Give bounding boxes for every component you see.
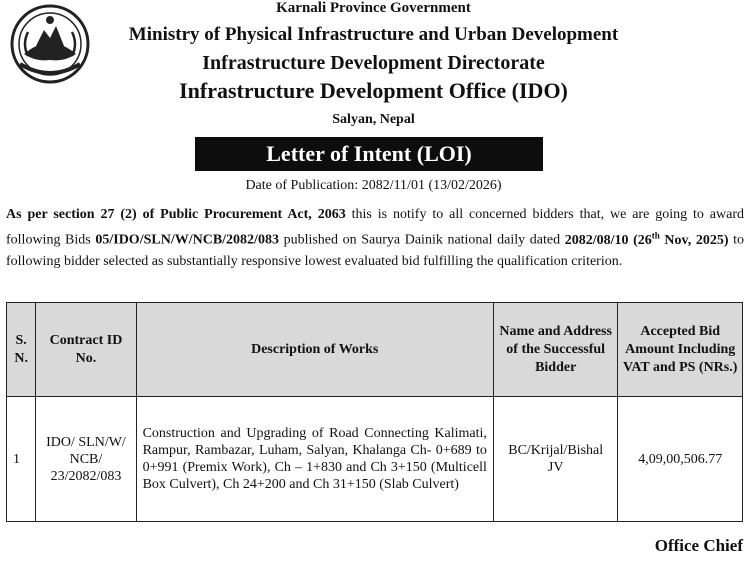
row-description: Construction and Upgrading of Road Connecting Kalimati, Rampur, Rambazar, Luham, Salyan, Khalanga Ch- 0+689 to 0+991 (Premix Work), Ch – 1+830 and Ch 3+150 (Multicell Box Culvert), Ch 24+200 and Ch 31+150 (Slab Culvert) <box>136 397 493 522</box>
notice-title: Letter of Intent (LOI) <box>195 137 543 171</box>
office-name: Infrastructure Development Office (IDO) <box>179 78 568 103</box>
row-sn: 1 <box>7 397 36 522</box>
row-contract-id: IDO/ SLN/W/ NCB/ 23/2082/083 <box>36 397 136 522</box>
header-sn: S. N. <box>7 303 36 397</box>
published-date <box>564 230 729 248</box>
paragraph-text-3: to following bidder selected as substantially responsive lowest evaluated bid fulfilling the qualification criterion. <box>6 232 745 269</box>
published-date-superscript: th <box>651 230 660 240</box>
paragraph-text-1: this is notify to all concerned bidders that, we are going to award following Bids <box>6 207 744 248</box>
published-date-part-2: Nov, 2025) <box>659 232 729 248</box>
office-location: Salyan, Nepal <box>332 112 415 127</box>
bid-reference: 05/IDO/SLN/W/NCB/2082/083 <box>95 232 279 248</box>
table-header-row <box>7 303 743 397</box>
government-name: Karnali Province Government <box>276 0 471 16</box>
published-date-part-1: 2082/08/10 (26 <box>564 232 652 248</box>
table-row <box>7 397 743 522</box>
ministry-name: Ministry of Physical Infrastructure and Urban Development <box>128 24 619 45</box>
notice-paragraph <box>6 204 744 272</box>
row-amount: 4,09,00,506.77 <box>618 397 743 522</box>
header-bidder: Name and Address of the Successful Bidder <box>493 303 618 397</box>
signoff: Office Chief <box>654 536 743 555</box>
act-reference: As per section 27 (2) of Public Procurement Act, 2063 <box>6 207 346 222</box>
publication-date: Date of Publication: 2082/11/01 (13/02/2026) <box>245 178 502 193</box>
header-description: Description of Works <box>136 303 493 397</box>
paragraph-text-2: published on Saurya Dainik national daily dated <box>278 232 565 248</box>
header-contract-id: Contract ID No. <box>36 303 136 397</box>
bid-table <box>6 302 743 522</box>
header-amount: Accepted Bid Amount Including VAT and PS (NRs.) <box>618 303 743 397</box>
row-bidder: BC/Krijal/Bishal JV <box>493 397 618 522</box>
directorate-name: Infrastructure Development Directorate <box>202 52 545 74</box>
